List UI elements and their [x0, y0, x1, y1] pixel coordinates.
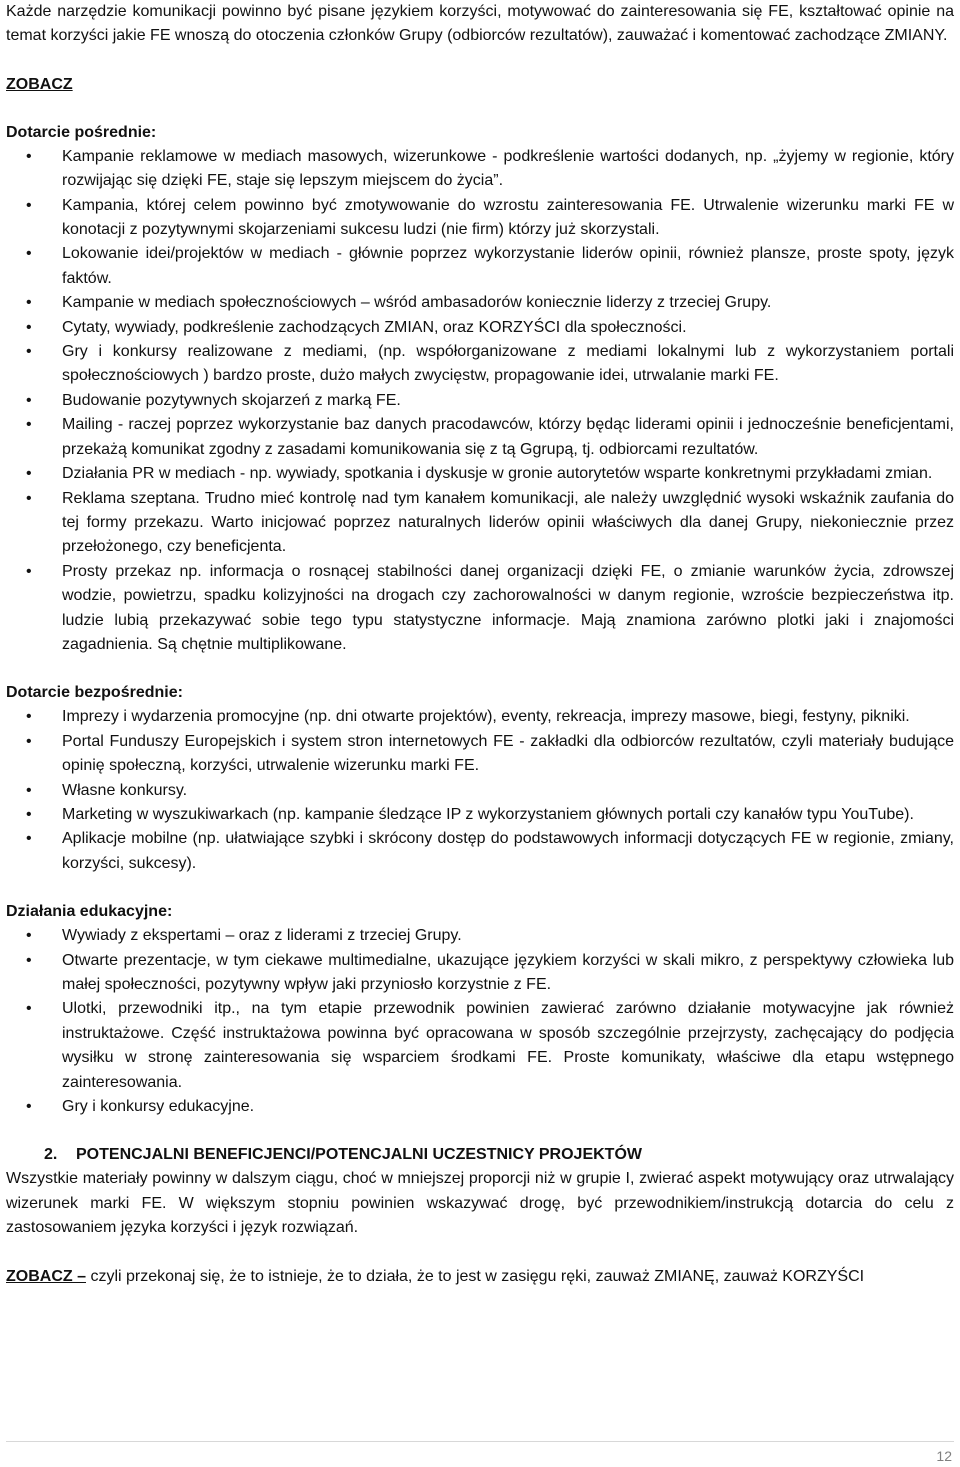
list-item: • Cytaty, wywiady, podkreślenie zachodzących ZMIAN, oraz KORZYŚCI dla społeczności. — [6, 316, 954, 340]
list-item: • Kampanie w mediach społecznościowych – wśród ambasadorów koniecznie liderzy z trzeciej Grupy. — [6, 291, 954, 315]
list-item: • Aplikacje mobilne (np. ułatwiające szybki i skrócony dostęp do podstawowych informacji dotyczących FE w regionie, zmiany, korzyści, sukcesy). — [6, 827, 954, 876]
indirect-list — [6, 145, 954, 658]
list-item: • Otwarte prezentacje, w tym ciekawe multimedialne, ukazujące językiem korzyści w skali mikro, z perspektywy człowieka lub małej społeczności, pozytywny wpływ jaki przyniosło korzystnie z FE. — [6, 949, 954, 998]
list-item: • Portal Funduszy Europejskich i system stron internetowych FE - zakładki dla odbiorców rezultatów, czyli materiały budujące opinię społeczną, korzyści, utrwalenie wizerunku marki FE. — [6, 730, 954, 779]
list-item: • Marketing w wyszukiwarkach (np. kampanie śledzące IP z wykorzystaniem głównych portali czy kanałów typu YouTube). — [6, 803, 954, 827]
zobacz-link[interactable]: ZOBACZ — [6, 75, 73, 93]
list-item: • Gry i konkursy realizowane z mediami, (np. współorganizowane z mediami lokalnymi lub z wykorzystaniem portali społecznościowych ) bardzo proste, dużo małych zwycięstw, propagowanie idei, utrwalanie marki FE. — [6, 340, 954, 389]
list-item: • Kampania, której celem powinno być zmotywowanie do wzrostu zainteresowania FE. Utrwalenie wizerunku marki FE w konotacji z pozytywnymi skojarzeniami sukcesu ludzi (nie firm) którzy już skorzystali. — [6, 194, 954, 243]
section-number: 2. — [44, 1146, 58, 1164]
bullet-icon: • — [26, 1098, 32, 1116]
list-item: • Własne konkursy. — [6, 779, 954, 803]
section-heading-direct: Dotarcie bezpośrednie: — [6, 684, 183, 702]
bullet-icon: • — [26, 391, 32, 409]
bullet-icon: • — [26, 465, 32, 483]
list-item: • Ulotki, przewodniki itp., na tym etapie przewodnik powinien zawierać zarówno działanie motywacyjne jak również instruktażowe. Część instruktażowa powinna być opracowana w sposób szczególnie przejrzysty, zachęcający do podjęcia wysiłku w stronę zainteresowania się wsparciem środkami FE. Proste komunikaty, właściwe dla etapu wstępnego zainteresowania. — [6, 997, 954, 1095]
zobacz-link-final[interactable]: ZOBACZ – — [6, 1267, 86, 1285]
bullet-icon: • — [26, 343, 32, 361]
intro-paragraph: Każde narzędzie komunikacji powinno być pisane językiem korzyści, motywować do zainteresowania się FE, kształtować opinie na temat korzyści jakie FE wnoszą do otoczenia członków Grupy (odbiorców rezultatów), zauważać i komentować zachodzące ZMIANY. — [6, 3, 954, 45]
list-item: • Prosty przekaz np. informacja o rosnącej stabilności danej organizacji dzięki FE, o zmianie warunków życia, zdrowszej wodzie, powietrzu, spadku kolizyjności na drogach czy zachorowalności w danym regionie, wzroście bezpieczeństwa itp. ludzie lubią przekazywać sobie tego typu statystyczne informacje. Mają znamiona zarówno plotki jaki i znajomości zagadnienia. Są chętnie multiplikowane. — [6, 560, 954, 658]
list-item: • Gry i konkursy edukacyjne. — [6, 1095, 954, 1119]
section-heading-education: Działania edukacyjne: — [6, 903, 173, 921]
document-page — [6, 0, 954, 1289]
numbered-section-heading — [6, 1143, 954, 1167]
list-item: • Mailing - raczej poprzez wykorzystanie baz danych pracodawców, którzy będąc liderami opinii i jednocześnie beneficjentami, przekażą komunikat zgodny z zasadami komunikowania się z tą Ggrupą, tj. odbiorcami rezultatów. — [6, 413, 954, 462]
bullet-icon: • — [26, 562, 32, 580]
bullet-icon: • — [26, 1000, 32, 1018]
numbered-paragraph: Wszystkie materiały powinny w dalszym ciągu, choć w mniejszej proporcji niż w grupie I, zwierać aspekt motywujący oraz utrwalający wizerunek marki FE. W większym stopniu powinien wskazywać drogę, być przewodnikiem/instrukcją dotarcia do celu z zastosowaniem języka korzyści i język rozwiązań. — [6, 1170, 954, 1237]
bullet-icon: • — [26, 708, 32, 726]
section-title: POTENCJALNI BENEFICJENCI/POTENCJALNI UCZESTNICY PROJEKTÓW — [76, 1146, 642, 1164]
direct-list — [6, 705, 954, 876]
bullet-icon: • — [26, 805, 32, 823]
bullet-icon: • — [26, 830, 32, 848]
bullet-icon: • — [26, 245, 32, 263]
list-item: • Budowanie pozytywnych skojarzeń z marką FE. — [6, 389, 954, 413]
final-text: czyli przekonaj się, że to istnieje, że to działa, że to jest w zasięgu ręki, zauważ ZMIANĘ, zauważ KORZYŚCI — [86, 1267, 865, 1285]
bullet-icon: • — [26, 416, 32, 434]
list-item: • Kampanie reklamowe w mediach masowych, wizerunkowe - podkreślenie wartości dodanych, np. „żyjemy w regionie, który rozwijając się dzięki FE, staje się lepszym miejscem do życia”. — [6, 145, 954, 194]
bullet-icon: • — [26, 196, 32, 214]
education-list — [6, 924, 954, 1119]
bullet-icon: • — [26, 732, 32, 750]
list-item: • Wywiady z ekspertami – oraz z liderami z trzeciej Grupy. — [6, 924, 954, 948]
bullet-icon: • — [26, 318, 32, 336]
final-line — [6, 1265, 954, 1289]
page-number: 12 — [936, 1448, 952, 1464]
bullet-icon: • — [26, 489, 32, 507]
list-item: • Lokowanie idei/projektów w mediach - głównie poprzez wykorzystanie liderów opinii, również plansze, proste spoty, język faktów. — [6, 242, 954, 291]
bullet-icon: • — [26, 294, 32, 312]
footer-divider — [6, 1441, 954, 1442]
bullet-icon: • — [26, 927, 32, 945]
bullet-icon: • — [26, 951, 32, 969]
bullet-icon: • — [26, 147, 32, 165]
list-item: • Reklama szeptana. Trudno mieć kontrolę nad tym kanałem komunikacji, ale należy uwzględnić wysoki wskaźnik zaufania do tej formy przekazu. Warto inicjować poprzez naturalnych liderów opinii właściwych dla danej Grupy, niekoniecznie przez przełożonego, czy beneficjenta. — [6, 487, 954, 560]
bullet-icon: • — [26, 781, 32, 799]
section-heading-indirect: Dotarcie pośrednie: — [6, 123, 157, 141]
list-item: • Działania PR w mediach - np. wywiady, spotkania i dyskusje w gronie autorytetów wsparte konkretnymi przykładami zmian. — [6, 462, 954, 486]
list-item: • Imprezy i wydarzenia promocyjne (np. dni otwarte projektów), eventy, rekreacja, imprezy masowe, biegi, festyny, pikniki. — [6, 705, 954, 729]
